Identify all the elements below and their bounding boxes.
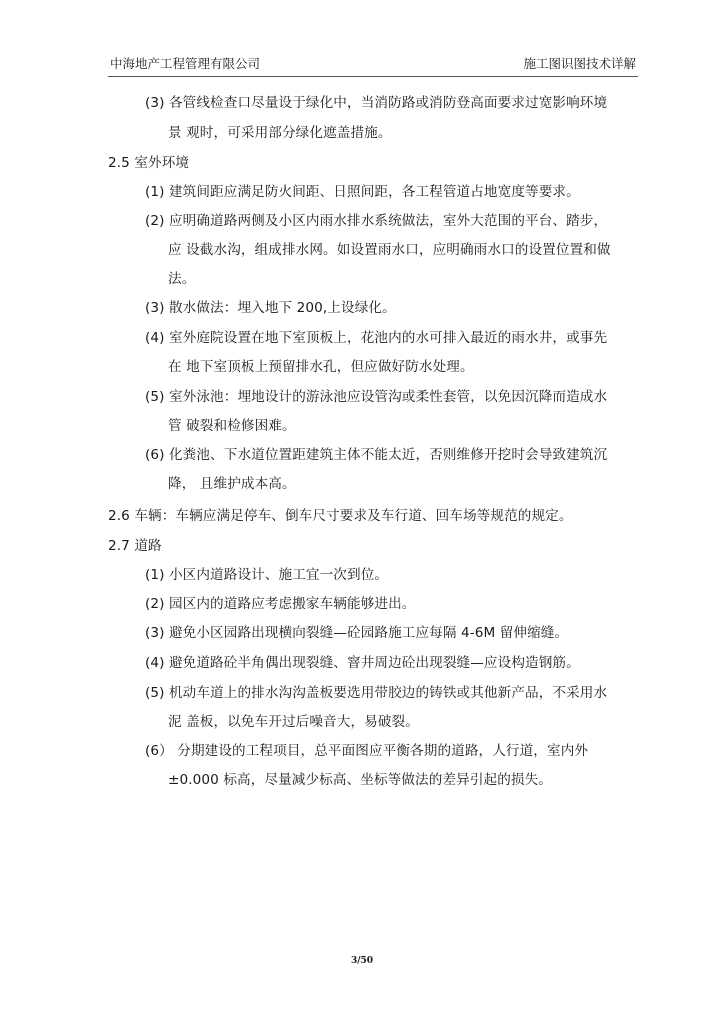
text-line: (3) 各管线检查口尽量设于绿化中，当消防路或消防登高面要求过宽影响环境 [145,95,608,111]
text-line: ±0.000 标高，尽量减少标高、坐标等做法的差异引起的损失。 [168,772,552,788]
text-line: 管 破裂和检修困难。 [168,418,296,434]
text-line: (6) 化粪池、下水道位置距建筑主体不能太近，否则维修开挖时会导致建筑沉 [145,447,608,463]
text-line: (1) 小区内道路设计、施工宜一次到位。 [145,567,389,583]
section-heading: 2.5 室外环境 [108,155,190,171]
page-header [110,54,636,74]
text-line: (6） 分期建设的工程项目，总平面图应平衡各期的道路，人行道，室内外 [145,743,589,759]
text-line: 景 观时，可采用部分绿化遮盖措施。 [168,125,392,141]
document-title: 施工图识图技术详解 [523,56,636,71]
text-line: (3) 散水做法：埋入地下 200,上设绿化。 [145,300,396,316]
text-line: (4) 室外庭院设置在地下室顶板上，花池内的水可排入最近的雨水井，或事先 [145,330,608,346]
text-line: 在 地下室顶板上预留排水孔，但应做好防水处理。 [168,359,474,375]
text-line: 法。 [168,271,196,287]
text-line: (2) 应明确道路两侧及小区内雨水排水系统做法，室外大范围的平台、踏步， [145,213,608,229]
text-line: 应 设截水沟，组成排水网。如设置雨水口，应明确雨水口的设置位置和做 [168,242,611,258]
page-number: 3/50 [350,956,374,966]
section-heading: 2.6 车辆：车辆应满足停车、倒车尺寸要求及车行道、回车场等规范的规定。 [108,508,573,524]
text-line: (4) 避免道路砼半角偶出现裂缝、窨井周边砼出现裂缝—应设构造钢筋。 [145,655,580,671]
company-name: 中海地产工程管理有限公司 [110,56,261,71]
text-line: (5) 机动车道上的排水沟沟盖板要选用带胶边的铸铁或其他新产品，不采用水 [145,685,608,701]
text-line: (2) 园区内的道路应考虑搬家车辆能够进出。 [145,596,416,612]
text-line: 降， 且维护成本高。 [168,476,296,492]
text-line: 泥 盖板，以免车开过后噪音大，易破裂。 [168,714,419,730]
header-rule [108,76,638,77]
text-line: (1) 建筑间距应满足防火间距、日照间距，各工程管道占地宽度等要求。 [145,184,580,200]
section-heading: 2.7 道路 [108,538,162,554]
text-line: (5) 室外泳池：埋地设计的游泳池应设管沟或柔性套管，以免因沉降而造成水 [145,389,608,405]
text-line: (3) 避免小区园路出现横向裂缝—砼园路施工应每隔 4-6M 留伸缩缝。 [145,625,569,641]
